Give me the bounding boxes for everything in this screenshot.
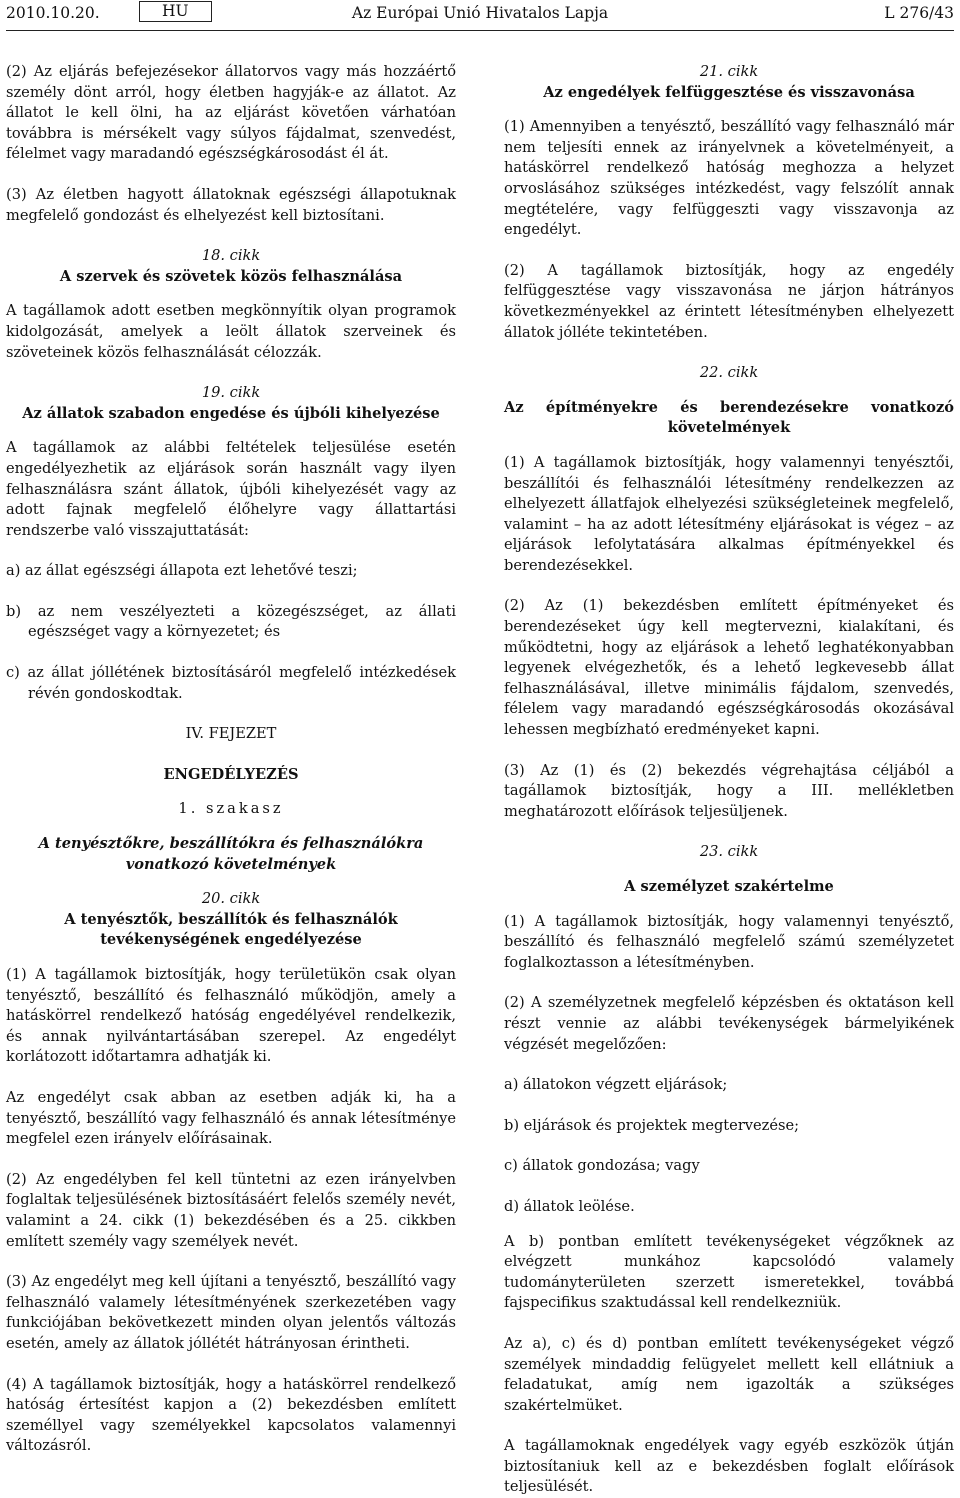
paragraph: (1) A tagállamok biztosítják, hogy valamennyi tenyésztői, beszállítói és felhasználói létesítmény rendelkezzen az elhelyezett állatfajok elhelyezési szükségleteinek megfelelő, valamint – ha az adott létesítmény eljárásokat is végez – az eljárások lefolytatására alkalmas építményekkel és berendezésekkel. bbox=[504, 453, 954, 574]
paragraph: (2) Az (1) bekezdésben említett építményeket és berendezéseket úgy kell megtervezni, kialakítani, és működtetni, hogy az eljárások a lehető leghatékonyabban legyenek elvégezhetők, és a lehető legkevesebb állat felhasználásával, illetve minimális fájdalom, szenvedés, félelem vagy maradandó egészségkárosodás okozásával lehessen megbízható eredményeket kapni. bbox=[504, 597, 954, 739]
page-number: L 276/43 bbox=[884, 4, 954, 22]
paragraph: A b) pontban említett tevékenységeket végzőknek az elvégzett munkához kapcsolódó valamely tudományterületen szerzett ismeretekkel, továbbá fajspecifikus szaktudással kell rendelkezniük. bbox=[504, 1232, 954, 1312]
journal-title: Az Európai Unió Hivatalos Lapja bbox=[351, 4, 609, 22]
article-title: Az állatok szabadon engedése és újbóli kihelyezése bbox=[22, 404, 440, 422]
list-item: a) állatokon végzett eljárások; bbox=[504, 1076, 728, 1094]
language-badge: HU bbox=[139, 1, 212, 22]
article-number: 19. cikk bbox=[201, 384, 261, 402]
paragraph: (1) A tagállamok biztosítják, hogy valamennyi tenyésztő, beszállító és felhasználó megfelelő számú személyzetet foglalkoztasson a létesítményben. bbox=[504, 912, 954, 971]
article-number: 21. cikk bbox=[699, 63, 759, 80]
list-item: b) eljárások és projektek megtervezése; bbox=[504, 1116, 800, 1134]
paragraph: (3) Az életben hagyott állatoknak egészségi állapotuknak megfelelő gondozást és elhelyezést kell biztosítani. bbox=[6, 185, 456, 224]
article-number: 18. cikk bbox=[201, 247, 261, 265]
list-item: c) az állat jóllétének biztosításáról megfelelő intézkedések révén gondoskodtak. bbox=[6, 664, 456, 702]
paragraph: (1) A tagállamok biztosítják, hogy területükön csak olyan tenyésztő, beszállító és felhasználó működjön, amely a hatáskörrel rendelkező hatóság engedélyével rendelkezik, és annak nyilvántartásában szerepel. Az engedélyt korlátozott időtartamra adhatják ki. bbox=[6, 966, 456, 1066]
list-item: b) az nem veszélyezteti a közegészséget, az állati egészséget vagy a környezetet; és bbox=[6, 602, 456, 641]
article-title: Az építményekre és berendezésekre vonatkozó követelmények bbox=[504, 398, 954, 437]
paragraph: (3) Az engedélyt meg kell újítani a tenyésztő, beszállító vagy felhasználó valamely létesítményének szerkezetében vagy funkciójában bekövetkezett minden olyan jelentős változás esetén, amely az állatok jóllétét hátrányosan érintheti. bbox=[6, 1273, 456, 1352]
page-header bbox=[6, 0, 954, 31]
paragraph: (1) Amennyiben a tenyésztő, beszállító vagy felhasználó már nem teljesíti ennek az irányelvnek a követelményeit, a hatáskörrel rendelkező hatóság meghozza a helyzet orvoslásához szükséges intézkedést, vagy felszólít annak megtételére, vagy felfüggeszti vagy visszavonja az engedélyt. bbox=[504, 118, 954, 239]
paragraph: Az a), c) és d) pontban említett tevékenységeket végző személyek mindaddig felügyelet mellett kell ellátniuk a feladatukat, amíg nem igazolták a szükséges szakértelmüket. bbox=[504, 1334, 954, 1414]
right-column bbox=[504, 62, 954, 1498]
left-column bbox=[6, 62, 456, 1457]
paragraph: (4) A tagállamok biztosítják, hogy a hatáskörrel rendelkező hatóság értesítést kapjon a (2) bekezdésben említett személlyel vagy személyekkel kapcsolatos valamennyi változásról. bbox=[6, 1375, 456, 1455]
article-title: A tenyésztők, beszállítók és felhasználók tevékenységének engedélyezése bbox=[64, 910, 398, 949]
section-title: A tenyésztőkre, beszállítókra és felhasználókra vonatkozó követelmények bbox=[38, 835, 424, 873]
article-number: 22. cikk bbox=[699, 364, 759, 382]
list-item: c) állatok gondozása; vagy bbox=[504, 1157, 700, 1175]
list-item: d) állatok leölése. bbox=[504, 1197, 635, 1215]
paragraph: A tagállamoknak engedélyek vagy egyéb eszközök útján biztosítaniuk kell az e bekezdésben foglalt előírások teljesülését. bbox=[504, 1437, 954, 1496]
chapter-number: IV. FEJEZET bbox=[185, 725, 277, 743]
paragraph: (2) Az engedélyben fel kell tüntetni az ezen irányelvben foglaltak teljesülésének biztosításáért felelős személy nevét, valamint a 24. cikk (1) bekezdésében és a 25. cikkben említett személy vagy személyek nevét. bbox=[6, 1170, 456, 1250]
article-number: 23. cikk bbox=[699, 843, 759, 861]
paragraph: A tagállamok adott esetben megkönnyítik olyan programok kidolgozását, amelyek a leölt állatok szerveinek és szöveteinek közös felhasználását célozzák. bbox=[6, 302, 456, 361]
paragraph: Az engedélyt csak abban az esetben adják ki, ha a tenyésztő, beszállító vagy felhasználó és annak létesítménye megfelel ezen irányelv előírásainak. bbox=[6, 1088, 456, 1148]
article-number: 20. cikk bbox=[201, 890, 261, 908]
list-item: a) az állat egészségi állapota ezt lehetővé teszi; bbox=[6, 562, 358, 580]
chapter-title: ENGEDÉLYEZÉS bbox=[163, 765, 299, 783]
paragraph: (2) A személyzetnek megfelelő képzésben és oktatáson kell részt vennie az alábbi tevékenységek bármelyikének végzését megelőzően: bbox=[504, 994, 954, 1053]
section-number: 1. szakasz bbox=[178, 800, 284, 818]
paragraph: (2) Az eljárás befejezésekor állatorvos vagy más hozzáértő személy dönt arról, hogy életben hagyják-e az állatot. Az állatot le kell ölni, ha az eljárást követően várhatóan továbbra is mérsékelt vagy súlyos fájdalmat, szenvedést, félelmet vagy maradandó egészségkárosodást él át. bbox=[6, 63, 456, 163]
paragraph: A tagállamok az alábbi feltételek teljesülése esetén engedélyezhetik az eljárások során használt vagy ilyen felhasználásra szánt állatok, újbóli kihelyezését vagy az adott fajnak megfelelő élőhelyre vagy állattartási rendszerbe való visszajuttatását: bbox=[6, 439, 456, 539]
header-date: 2010.10.20. bbox=[6, 4, 100, 22]
article-title: A szervek és szövetek közös felhasználása bbox=[59, 267, 403, 285]
article-title: Az engedélyek felfüggesztése és visszavonása bbox=[543, 83, 915, 101]
article-title: A személyzet szakértelme bbox=[624, 878, 834, 895]
paragraph: (3) Az (1) és (2) bekezdés végrehajtása céljából a tagállamok biztosítják, hogy a III. mellékletben meghatározott előírások teljesüljenek. bbox=[504, 761, 954, 820]
paragraph: (2) A tagállamok biztosítják, hogy az engedély felfüggesztése vagy visszavonása ne járjon hátrányos következményekkel az érintett létesítményben elhelyezett állatok jólléte tekintetében. bbox=[504, 261, 954, 341]
